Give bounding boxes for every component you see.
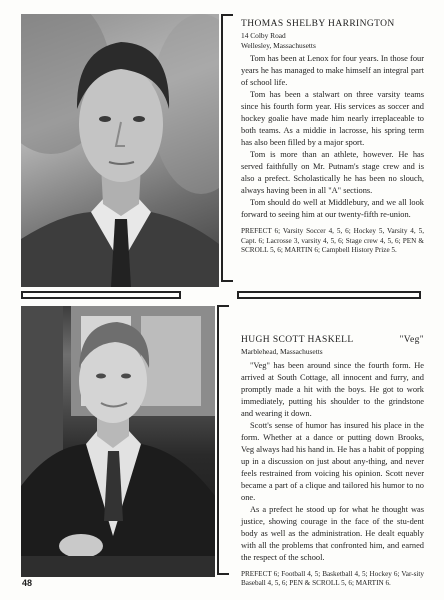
bio-paragraph: Tom has been at Lenox for four years. In those four years he has managed to make himself an integral part of school life. (241, 54, 424, 87)
student-name (241, 334, 424, 347)
divider-bar-left (21, 291, 181, 299)
senior-entry-harrington (241, 18, 424, 256)
student-name-text: HUGH SCOTT HASKELL (241, 335, 354, 345)
address-line: Wellesley, Massachusetts (241, 40, 316, 50)
activities-list: PREFECT 6; Football 4, 5; Basketball 4, 5; Hockey 6; Var-sity Baseball 4, 5, 6; PEN & SCROLL 5, 6; MARTIN 6. (241, 569, 424, 588)
divider-bar-right (237, 291, 421, 299)
student-address (241, 347, 424, 357)
bio-paragraph: Scott's sense of humor has insured his place in the form. Whether at a dance or putting down Brooks, Veg always had his hand in. He has a habit of popping up in a discussion on just about any-thing, and never feels restrained from voicing his opinion. Scott never became a part of a clique and tailored his humor to no one. (241, 420, 424, 502)
bio-paragraph: Tom has been a stalwart on three varsity teams since his fourth form year. His services as soccer and hockey goalie have made him nearly irreplaceable to both teams. As a middie in lacrosse, his spring term has also been filled by a major sport. (241, 90, 424, 147)
frame-bracket-bottom (217, 305, 229, 575)
student-address (241, 31, 424, 50)
frame-bracket-top (221, 14, 233, 282)
portrait-photo-haskell (21, 306, 215, 577)
senior-entry-haskell (241, 334, 424, 589)
page-number: 48 (22, 578, 33, 588)
portrait-photo-harrington (21, 14, 219, 287)
bio-paragraph: Tom is more than an athlete, however. He has served faithfully on Mr. Putnam's stage crew and is also a prefect. Scholastically he has been no slouch, always having been in all "A" sections. (241, 150, 424, 195)
activities-list: PREFECT 6; Varsity Soccer 4, 5, 6; Hockey 5, Varsity 4, 5, Capt. 6; Lacrosse 3, varsity 4, 5, 6; Stage crew 4, 5, 6; PEN & SCROLL 5, 6; MARTIN 6; Campbell History Prize 5. (241, 227, 424, 255)
bio-paragraph: Tom should do well at Middlebury, and we all look forward to seeing him at our twenty-fifth re-union. (241, 198, 424, 219)
student-name: THOMAS SHELBY HARRINGTON (241, 19, 395, 29)
bio-paragraph: As a prefect he stood up for what he thought was justice, showing courage in the face of the stu-dent body as well as the administration. He dealt equably with all the problems that confronted him, and earned the respect of the school. (241, 504, 424, 562)
address-line: 14 Colby Road (241, 31, 286, 40)
student-nickname: "Veg" (399, 335, 424, 345)
bio-paragraph: "Veg" has been around since the fourth form. He arrived at South Cottage, all innocent and furry, and promptly made a hit with the boys. He got to work immediately, putting his shoulder to the grindstone and wearing it down. (241, 360, 424, 418)
address-line: Marblehead, Massachusetts (241, 347, 323, 356)
